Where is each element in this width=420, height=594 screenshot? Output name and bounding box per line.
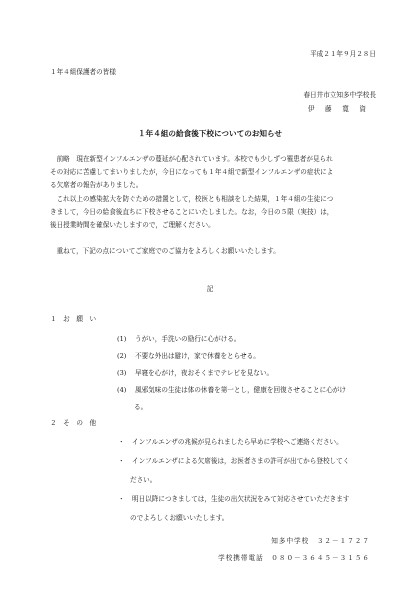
other-item-text: 明日以降につきましては，生徒の出欠状況をみて対応させていただきます — [132, 495, 350, 503]
other-item-continuation: のでよろしくお願いいたします。 — [130, 514, 229, 522]
paragraph-1-line: その対応に苦慮してまいりましたが，今日になっても１年４組で新型インフルエンザの症状によ — [50, 168, 334, 177]
school-phone: 知多中学校 ３２－１７２７ — [271, 537, 370, 545]
request-item — [117, 370, 273, 378]
bullet-icon: ・ — [118, 438, 125, 446]
other-item — [118, 458, 349, 466]
request-item-number: (3) — [117, 369, 127, 377]
other-item-text: インフルエンザによる欠席後は，お医者さまの許可が出てから登校してく — [132, 457, 350, 465]
paragraph-1 — [50, 156, 380, 196]
request-item-text: 風邪気味の生徒は体の休養を第一とし，健康を回復させることに心がけ — [135, 386, 346, 394]
recipient: １年４組保護者の皆様 — [50, 68, 116, 76]
ki-marker: 記 — [206, 285, 214, 293]
page-title: １年４組の給食後下校についてのお知らせ — [138, 129, 282, 138]
document-date: 平成２１年９月２８日 — [310, 50, 376, 58]
request-item-continuation: る。 — [134, 403, 148, 411]
paragraph-1-line: 前略 現在新型インフルエンザの蔓延が心配されています。本校でも少しずつ罹患者が見られ — [56, 155, 333, 163]
request-item-text: 早寝を心がけ，夜おそくまでテレビを見ない。 — [135, 369, 274, 377]
section-2-heading: ２ そ の 他 — [50, 419, 97, 427]
section-1-heading: １ お 願 い — [50, 315, 97, 323]
request-item-number: (4) — [117, 386, 127, 394]
request-item — [117, 387, 346, 395]
request-item-text: 不要な外出は避け，家で休養をとらせる。 — [135, 352, 260, 360]
request-item-text: うがい，手洗いの励行に心がける。 — [135, 335, 241, 343]
paragraph-2-line: これ以上の感染拡大を防ぐための措置として，校医とも相談をした結果，１年４組の生徒につ — [56, 194, 334, 203]
paragraph-1-line: る欠席者の報告がありました。 — [50, 181, 143, 190]
paragraph-3-line: 重ねて，下記の点についてご家庭でのご協力をよろしくお願いいたします。 — [56, 247, 280, 255]
bullet-icon: ・ — [118, 457, 125, 465]
other-item-continuation: ださい。 — [130, 476, 157, 484]
other-item-text: インフルエンザの兆候が見られましたら早めに学校へご連絡ください。 — [132, 438, 343, 446]
mobile-phone: 学校携帯電話 ０８０－３６４５－３１５６ — [218, 554, 370, 562]
sender-name: 伊 藤 寛 資 — [307, 105, 368, 113]
sender-school-principal: 春日井市立知多中学校長 — [303, 91, 376, 99]
bullet-icon: ・ — [118, 495, 125, 503]
other-item — [118, 439, 343, 447]
request-item-number: (2) — [117, 352, 127, 360]
paragraph-3 — [50, 248, 380, 261]
request-item — [117, 336, 241, 344]
request-item-number: (1) — [117, 335, 127, 343]
other-item — [118, 496, 349, 504]
paragraph-2-line: 後日授業時間を確保いたしますので，ご理解ください。 — [50, 220, 215, 229]
paragraph-2-line: きまして，今日の給食後直ちに下校させることにいたしました。なお，今日の５限（実技）は， — [50, 207, 334, 216]
request-item — [117, 353, 260, 361]
paragraph-2 — [50, 196, 380, 236]
